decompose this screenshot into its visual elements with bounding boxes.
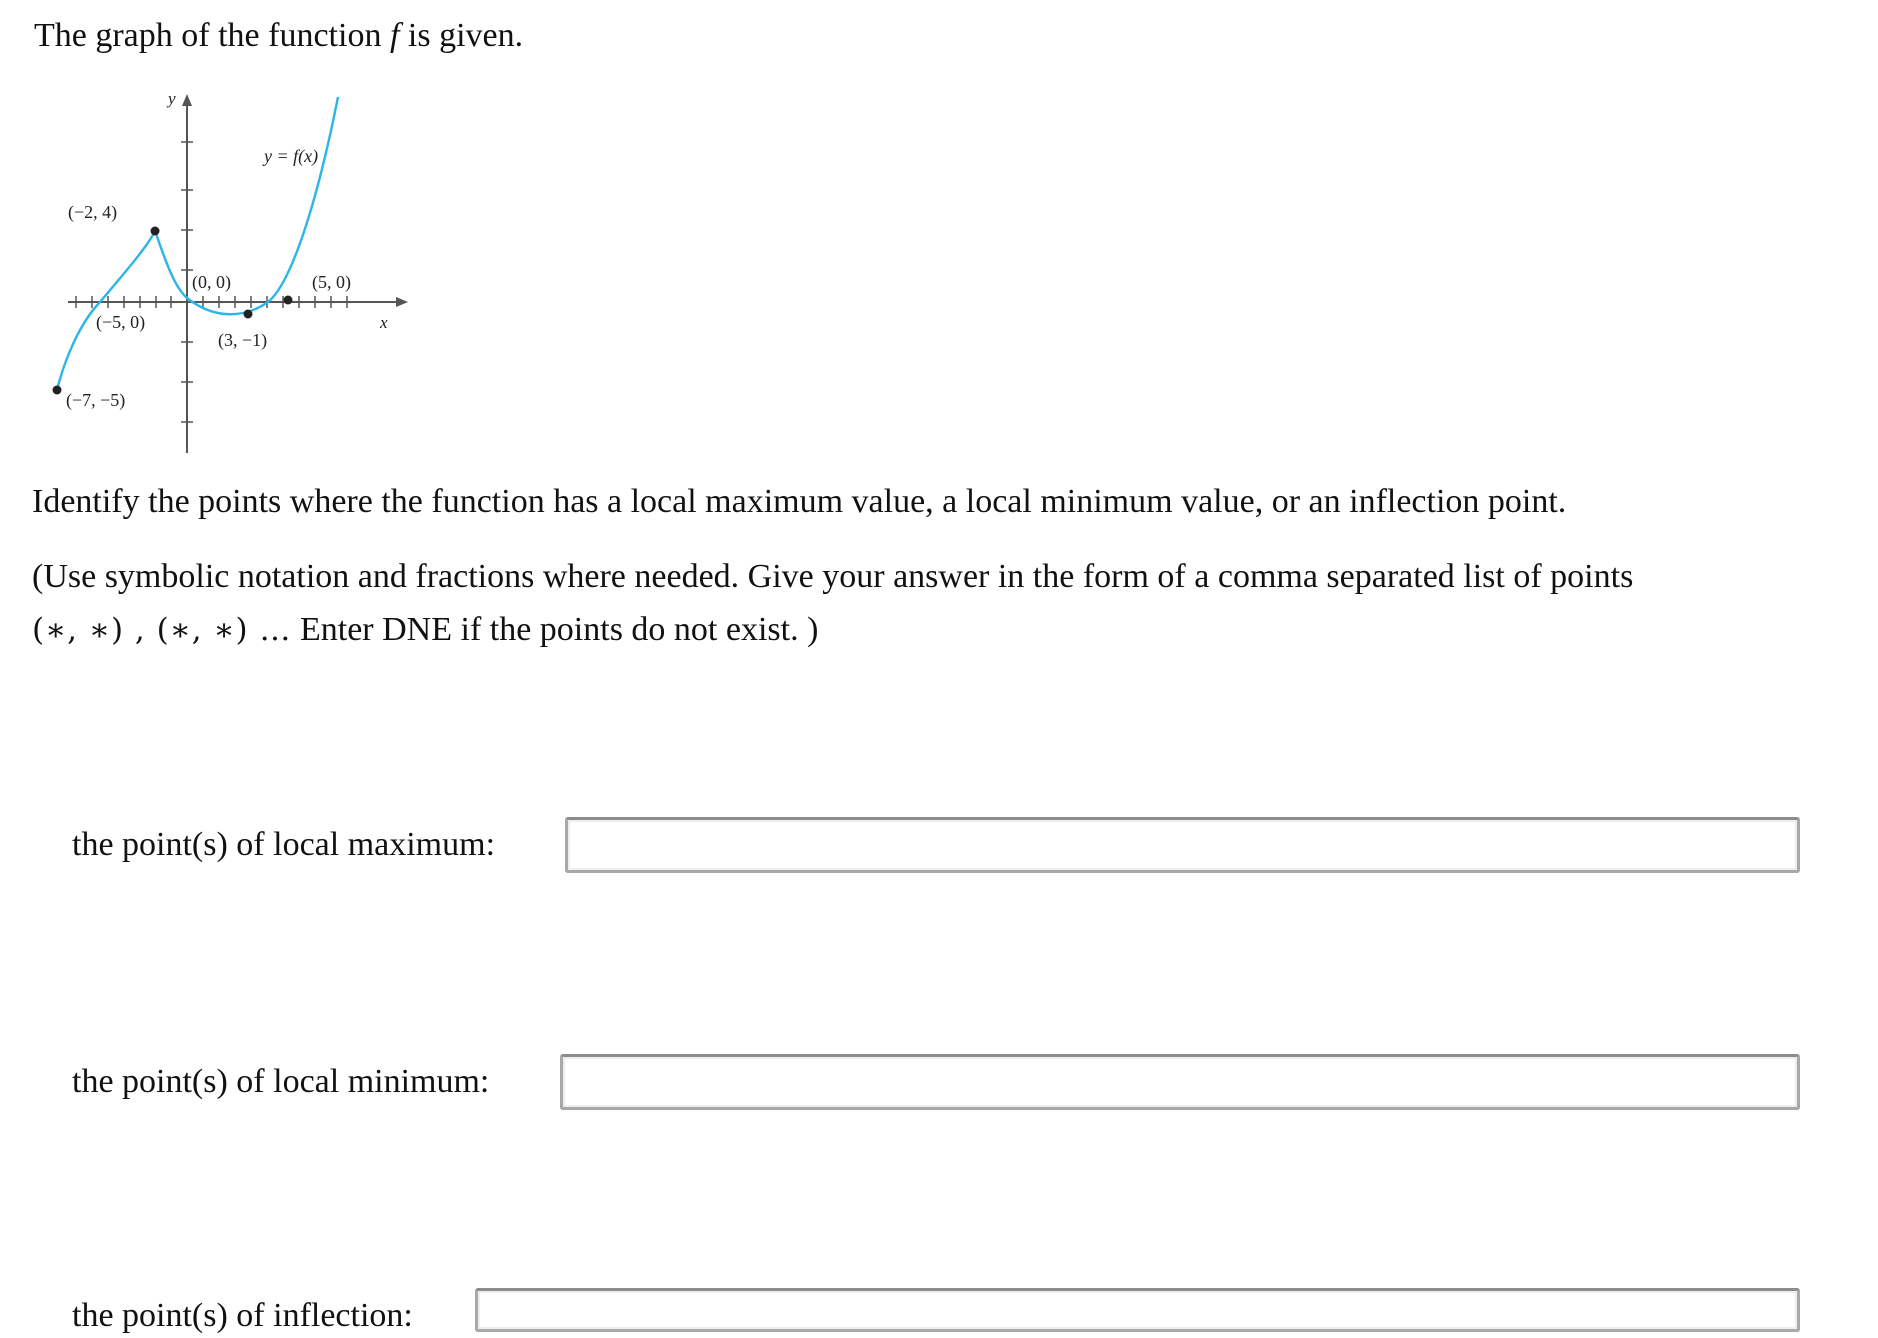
curve-label: y = f(x)	[264, 146, 319, 166]
local-min-row	[72, 1060, 489, 1104]
label-neg5-0: (−5, 0)	[96, 312, 146, 332]
y-axis-arrow	[182, 94, 192, 106]
point-marker-5-0	[284, 296, 293, 305]
point-marker-neg2-4	[151, 227, 160, 236]
instructions-line-2	[32, 603, 1812, 657]
label-neg2-4: (−2, 4)	[68, 202, 118, 222]
local-min-label: the point(s) of local minimum:	[72, 1063, 490, 1100]
label-neg7-neg5: (−7, −5)	[66, 390, 126, 410]
label-3-neg1: (3, −1)	[218, 330, 268, 350]
local-max-row	[72, 823, 495, 867]
intro-prefix: The graph of the function	[34, 17, 382, 54]
local-min-input[interactable]	[560, 1054, 1800, 1110]
point-marker-3-neg1	[244, 310, 253, 319]
point-marker-neg7-neg5	[53, 386, 62, 395]
local-max-input[interactable]	[565, 817, 1800, 873]
instructions-line-1: (Use symbolic notation and fractions where needed. Give your answer in the form of a comma separated list of points	[32, 558, 1634, 595]
local-max-label: the point(s) of local maximum:	[72, 826, 496, 863]
question-text: Identify the points where the function has a local maximum value, a local minimum value, or an inflection point.	[32, 483, 1567, 520]
inflection-row	[72, 1294, 413, 1338]
instructions-format-example: (∗, ∗) , (∗, ∗) …	[32, 612, 292, 648]
x-axis-label: x	[380, 313, 388, 332]
problem-intro	[34, 14, 523, 58]
label-0-0: (0, 0)	[192, 272, 231, 292]
function-graph	[40, 88, 420, 458]
intro-suffix: is given.	[407, 17, 524, 54]
intro-function-symbol: f	[389, 17, 400, 54]
instructions-text	[32, 550, 1812, 657]
x-axis-arrow	[396, 297, 408, 307]
instructions-dne-note: Enter DNE if the points do not exist. )	[300, 611, 819, 648]
inflection-input[interactable]	[475, 1288, 1800, 1332]
inflection-label: the point(s) of inflection:	[72, 1297, 413, 1334]
y-axis-label: y	[168, 89, 176, 108]
function-curve	[57, 97, 338, 390]
label-5-0: (5, 0)	[312, 272, 351, 292]
